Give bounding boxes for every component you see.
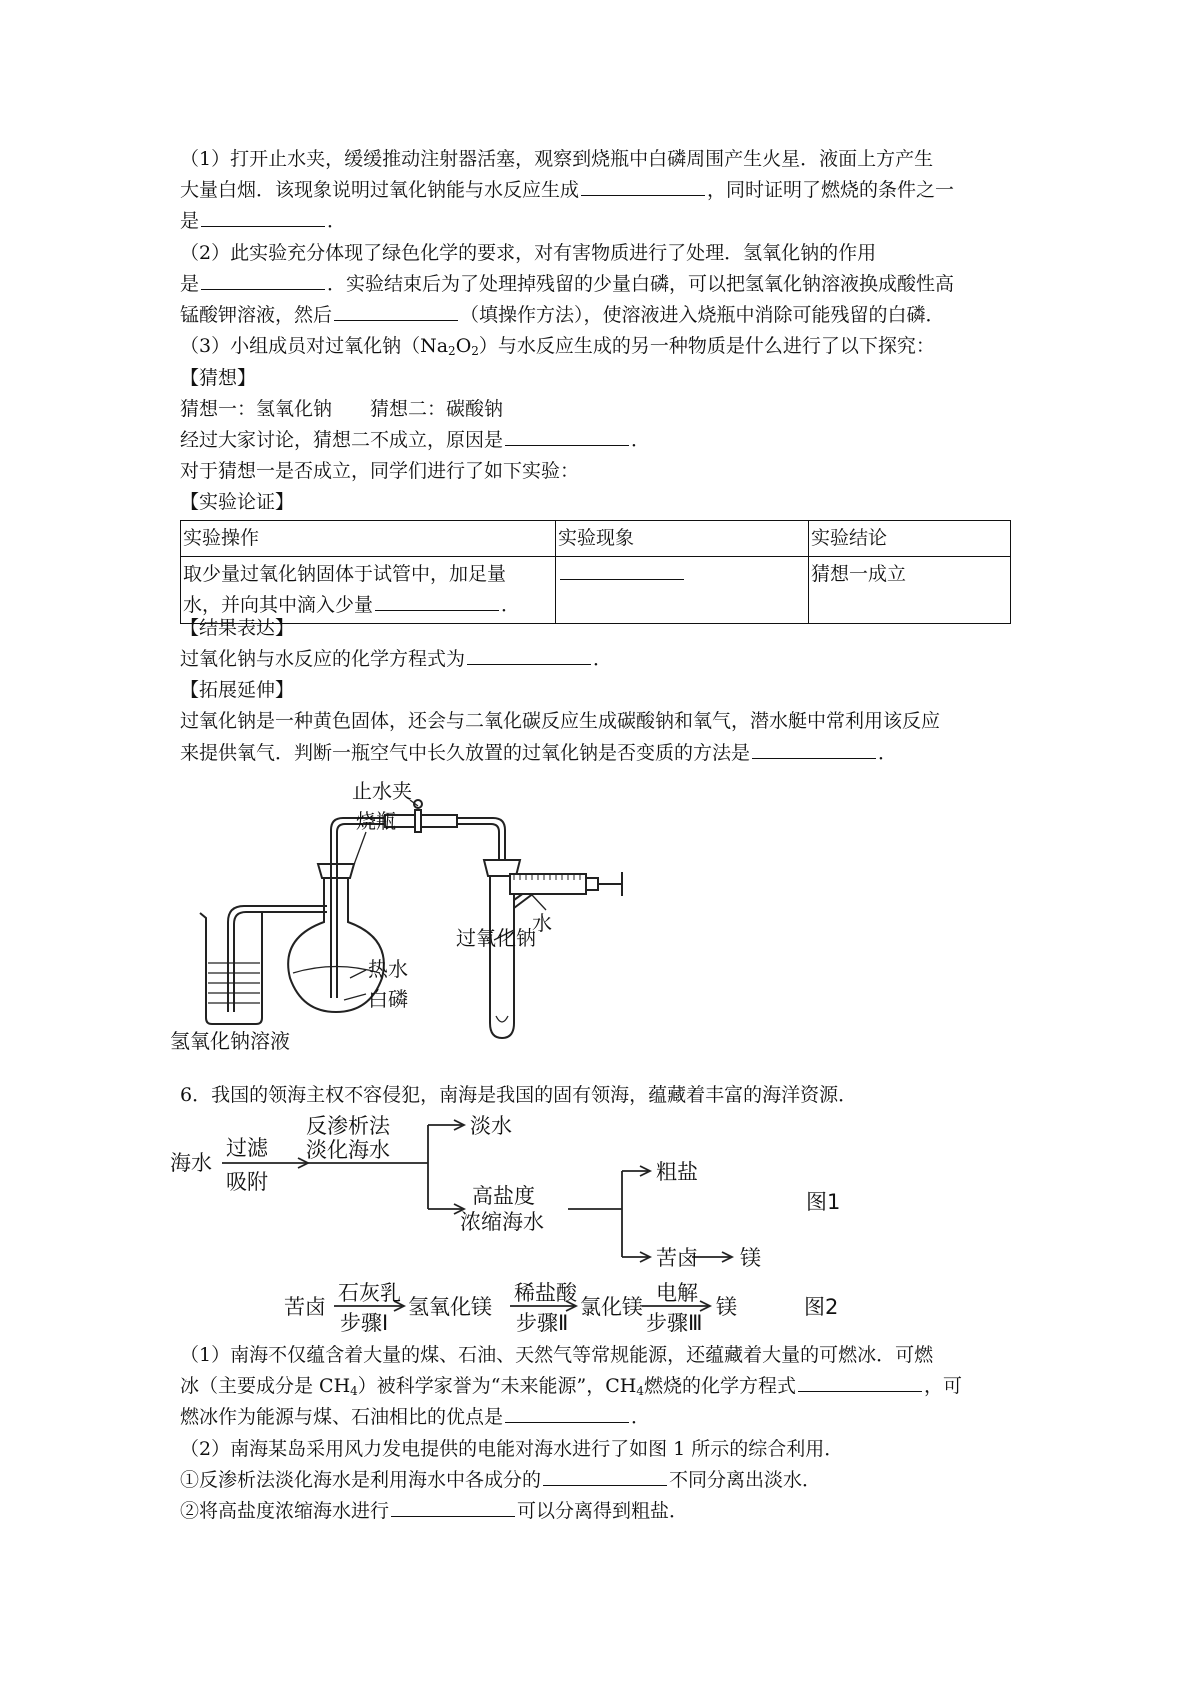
q6-p2-line: （2）南海某岛采用风力发电提供的电能对海水进行了如图 1 所示的综合利用．: [180, 1438, 844, 1460]
fig2-magnesium: 镁: [716, 1295, 737, 1319]
fig2-step-2: 步骤Ⅱ: [516, 1311, 569, 1335]
fig2-dilute-hcl: 稀盐酸: [514, 1281, 577, 1305]
fig1-reverse-osmosis: 反渗析法: [306, 1114, 390, 1138]
clamp: [415, 810, 421, 832]
q2-line-1: （2）此实验充分体现了绿色化学的要求，对有害物质进行了处理．氢氧化钠的作用: [180, 242, 877, 264]
fig2-bittern: 苦卤: [284, 1295, 326, 1319]
label-white-phosphorus: 白磷: [368, 987, 408, 1011]
q1-line-2: 大量白烟．该现象说明过氧化钠能与水反应生成 ，同时证明了燃烧的条件之一: [180, 179, 955, 201]
table-cell-conclusion: 猜想一成立: [809, 557, 1011, 624]
answer-blank[interactable]: [375, 609, 499, 611]
fig2-mg-hydroxide: 氢氧化镁: [408, 1295, 492, 1319]
extension-line-2: 来提供氧气．判断一瓶空气中长久放置的过氧化钠是否变质的方法是 ．: [180, 742, 898, 764]
answer-blank[interactable]: [543, 1484, 667, 1486]
answer-blank[interactable]: [560, 578, 684, 580]
extension-heading: 【拓展延伸】: [180, 679, 295, 701]
fig2-electrolysis: 电解: [656, 1281, 698, 1305]
q2-line-2: 是 ．实验结束后为了处理掉残留的少量白磷，可以把氢氧化钠溶液换成酸性高: [180, 273, 955, 295]
fig1-caption: 图1: [806, 1190, 841, 1214]
q1-line-3: 是 ．: [180, 210, 347, 232]
tube-left: [228, 906, 327, 1012]
test-tube: [490, 872, 514, 1038]
table-header-cell: 实验结论: [809, 521, 1011, 557]
fig1-high-salinity: 高盐度: [472, 1184, 535, 1208]
fig2-step-1: 步骤Ⅰ: [340, 1311, 389, 1335]
q1-line-1: （1）打开止水夹，缓缓推动注射器活塞，观察到烧瓶中白磷周围产生火星．液面上方产生: [180, 148, 934, 170]
fig1-magnesium: 镁: [740, 1246, 761, 1270]
fig1-adsorb: 吸附: [226, 1170, 268, 1194]
result-line: 过氧化钠与水反应的化学方程式为 ．: [180, 648, 613, 670]
apparatus-diagram: [170, 780, 690, 1055]
guess-line: 猜想一：氢氧化钠 猜想二：碳酸钠: [180, 398, 504, 420]
fig1-concentrated-seawater: 浓缩海水: [460, 1210, 544, 1234]
table-header-cell: 实验操作: [181, 521, 556, 557]
extension-line-1: 过氧化钠是一种黄色固体，还会与二氧化碳反应生成碳酸钠和氧气，潜水艇中常利用该反应: [180, 710, 941, 732]
answer-blank[interactable]: [505, 1421, 629, 1423]
answer-blank[interactable]: [201, 225, 325, 227]
fig2-step-3: 步骤Ⅲ: [646, 1311, 703, 1335]
q6-title: 6．我国的领海主权不容侵犯，南海是我国的固有领海，蕴藏着丰富的海洋资源．: [180, 1084, 858, 1106]
experiment-intro: 对于猜想一是否成立，同学们进行了如下实验：: [180, 460, 580, 482]
fig2-lime-milk: 石灰乳: [338, 1281, 401, 1305]
answer-blank[interactable]: [798, 1390, 922, 1392]
q6-p1-line-2: 冰（主要成分是 $CH_4$）被科学家誉为“未来能源”，$CH_4$燃烧的化学方程式 ，可: [180, 1375, 963, 1398]
q6-p2-i: ①反渗析法淡化海水是利用海水中各成分的 不同分离出淡水．: [180, 1469, 822, 1491]
table-header-row: [181, 521, 1011, 557]
table-header-cell: 实验现象: [556, 521, 809, 557]
table-row: [181, 557, 1011, 624]
fig1-fresh-water: 淡水: [470, 1114, 512, 1138]
answer-blank[interactable]: [581, 194, 705, 196]
fig2-caption: 图2: [804, 1295, 839, 1319]
label-clamp: 止水夹: [352, 780, 412, 803]
label-flask: 烧瓶: [356, 809, 396, 833]
answer-blank[interactable]: [201, 288, 325, 290]
q3-line: （3）小组成员对过氧化钠$(Na_2O_2)$与水反应生成的另一种物质是什么进行了以下探究：: [180, 335, 935, 358]
q6-p1-line-1: （1）南海不仅蕴含着大量的煤、石油、天然气等常规能源，还蕴藏着大量的可燃冰．可燃: [180, 1344, 934, 1366]
q6-p2-ii: ②将高盐度浓缩海水进行 可以分离得到粗盐．: [180, 1500, 689, 1522]
fig1-bittern: 苦卤: [656, 1246, 698, 1270]
figure-1-flowchart: [170, 1113, 850, 1273]
label-hot-water: 热水: [368, 957, 408, 981]
result-heading: 【结果表达】: [180, 617, 295, 639]
label-naoh-solution: 氢氧化钠溶液: [170, 1029, 290, 1053]
q2-line-3: 锰酸钾溶液，然后 （填操作方法），使溶液进入烧瓶中消除可能残留的白磷．: [180, 304, 945, 326]
answer-blank[interactable]: [752, 757, 876, 759]
label-sodium-peroxide: 过氧化钠: [456, 926, 536, 950]
syringe: [510, 874, 586, 894]
beaker: [200, 913, 262, 1024]
fig1-desalinate: 淡化海水: [306, 1138, 390, 1162]
fig1-crude-salt: 粗盐: [656, 1160, 698, 1184]
table-cell-operation: 取少量过氧化钠固体于试管中，加足量 水，并向其中滴入少量 ．: [181, 557, 556, 624]
answer-blank[interactable]: [505, 444, 629, 446]
figure-2-flowchart: [284, 1280, 854, 1340]
answer-blank[interactable]: [391, 1515, 515, 1517]
answer-blank[interactable]: [334, 319, 458, 321]
fig1-filter: 过滤: [226, 1136, 268, 1160]
label-water: 水: [532, 911, 552, 935]
answer-blank[interactable]: [467, 663, 591, 665]
table-cell-phenomenon: [556, 557, 809, 624]
experiment-heading: 【实验论证】: [180, 491, 295, 513]
q6-p1-line-3: 燃冰作为能源与煤、石油相比的优点是 ．: [180, 1406, 651, 1428]
fig1-seawater: 海水: [170, 1151, 212, 1175]
fig2-mg-chloride: 氯化镁: [580, 1295, 643, 1319]
guess-heading: 【猜想】: [180, 367, 257, 389]
experiment-table: [180, 520, 1011, 624]
discussion-line: 经过大家讨论，猜想二不成立，原因是 ．: [180, 429, 651, 451]
